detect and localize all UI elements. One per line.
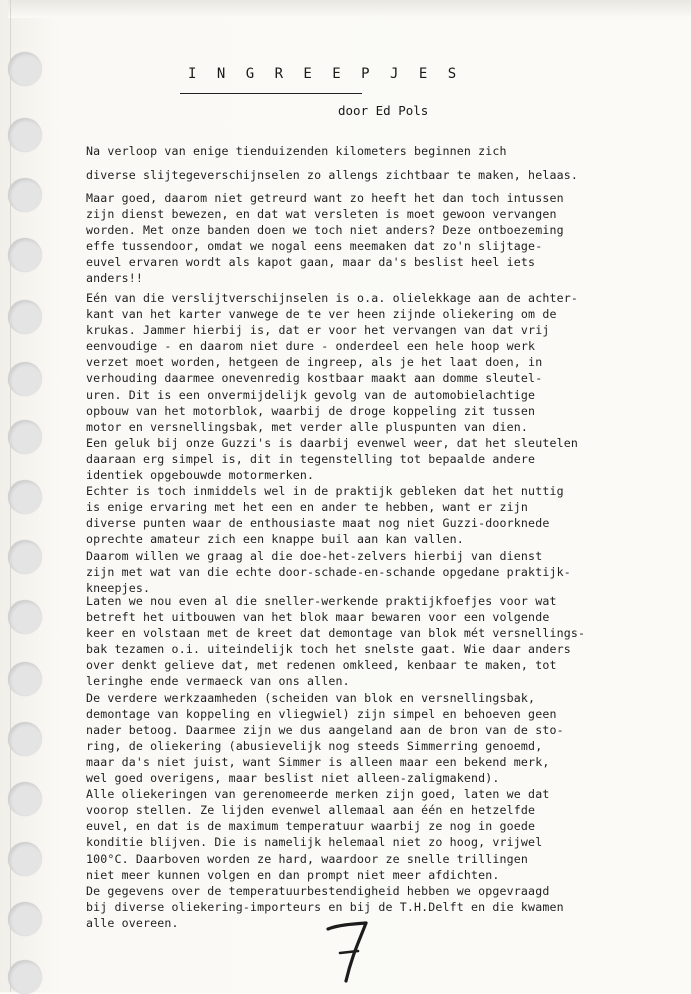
paragraph-4: Eén van die verslijtverschijnselen is o.a. olielekkage aan de achter- kant van het karter vanwege de te ver heen zijnde oliekering om de krukas. Jammer hierbij is, dat er voor het vervangen van dat vrij eenvoudige - en daarom niet dure - onderdeel een hele hoop werk verzet moet worden, hetgeen de ingreep, als je het laat doen, in verhouding daarmee onevenredig kostbaar maakt aan domme sleutel- uren. Dit is een onvermijdelijk gevolg van de automobielachtige opbouw van het motorblok, waarbij de droge koppeling zit tussen motor en versnellingsbak, met verder alle pluspunten van dien. Een geluk bij onze Guzzi's is daarbij evenwel weer, dat het sleutelen daaraan erg simpel is, dit in tegenstelling tot bepaalde andere identiek opgebouwde motormerken. Echter is toch inmiddels wel in de praktijk gebleken dat het nuttig is enige ervaring met het een en ander te hebben, want er zijn diverse punten waar de enthousiaste maat nog niet Guzzi-doorknede oprechte amateur zich een knappe buil aan kan vallen. Daarom willen we graag al die doe-het-zelvers hierbij van dienst zijn met wat van die echte door-schade-en-schande opgedane praktijk- kneepjes. [86,291,578,595]
punch-hole [8,420,42,454]
article-byline: door Ed Pols [338,103,429,118]
punch-hole [8,722,42,756]
punch-hole [8,842,42,876]
scan-shadow [8,0,691,18]
punch-hole [8,782,42,816]
paragraph-2: diverse slijtegeverschijnselen zo allengs zichtbaar te maken, helaas. [86,168,578,182]
punch-hole [8,960,42,994]
punch-hole [8,480,42,514]
paragraph-5: Laten we nou even al die sneller-werkende praktijkfoefjes voor wat betreft het uitbouwen van het blok maar bewaren voor een volgende keer en volstaan met de kreet dat demontage van blok mét versnellings- bak tezamen o.i. uiteindelijk toch het snelste gaat. Wie daar anders over denkt gelieve dat, met redenen omkleed, kenbaar te maken, tot leringhe ende vermaeck van ons allen. De verdere werkzaamheden (scheiden van blok en versnellingsbak, demontage van koppeling en vliegwiel) zijn simpel en behoeven geen nader betoog. Daarmee zijn we dus aangeland aan de bron van de sto- ring, de oliekering (abusievelijk nog steeds Simmerring genoemd, maar da's niet juist, want Simmer is alleen maar een bekend merk, wel goed overigens, maar beslist niet alleen-zaligmakend). Alle oliekeringen van gerenomeerde merken zijn goed, laten we dat voorop stellen. Ze lijden evenwel allemaal aan één en hetzelfde euvel, en dat is de maximum temperatuur waarbij ze nog in goede konditie blijven. Die is namelijk helemaal niet zo hoog, vrijwel 100°C. Daarboven worden ze hard, waardoor ze snelle trillingen niet meer kunnen volgen en dan prompt niet meer afdichten. De gegevens over de temperatuurbestendigheid hebben we opgevraagd bij diverse oliekering-importeurs en bij de T.H.Delft en die kwamen alle overeen. [86,594,586,930]
punch-hole [8,362,42,396]
punch-hole [8,178,42,212]
punch-hole [8,238,42,272]
punch-hole [8,118,42,152]
punch-hole [8,662,42,696]
punch-hole [8,902,42,936]
binder-holes [0,0,60,992]
handwritten-page-number [322,915,372,985]
punch-hole [8,600,42,634]
paragraph-3: Maar goed, daarom niet getreurd want zo heeft het dan toch intussen zijn dienst bewezen, en dat wat versleten is moet gewoon vervangen worden. Met onze banden doen we toch niet anders? Deze ontboezeming effe tussendoor, omdat we nogal eens meemaken dat zo'n slijtage- euvel ervaren wordt als kapot gaan, maar da's beslist heel iets anders!! [86,191,564,286]
punch-hole [8,540,42,574]
article-title: I N G R E E P J E S [188,66,463,82]
punch-hole [8,300,42,334]
punch-hole [8,52,42,86]
paragraph-1: Na verloop van enige tienduizenden kilometers beginnen zich [86,144,507,158]
title-underline [180,93,362,94]
